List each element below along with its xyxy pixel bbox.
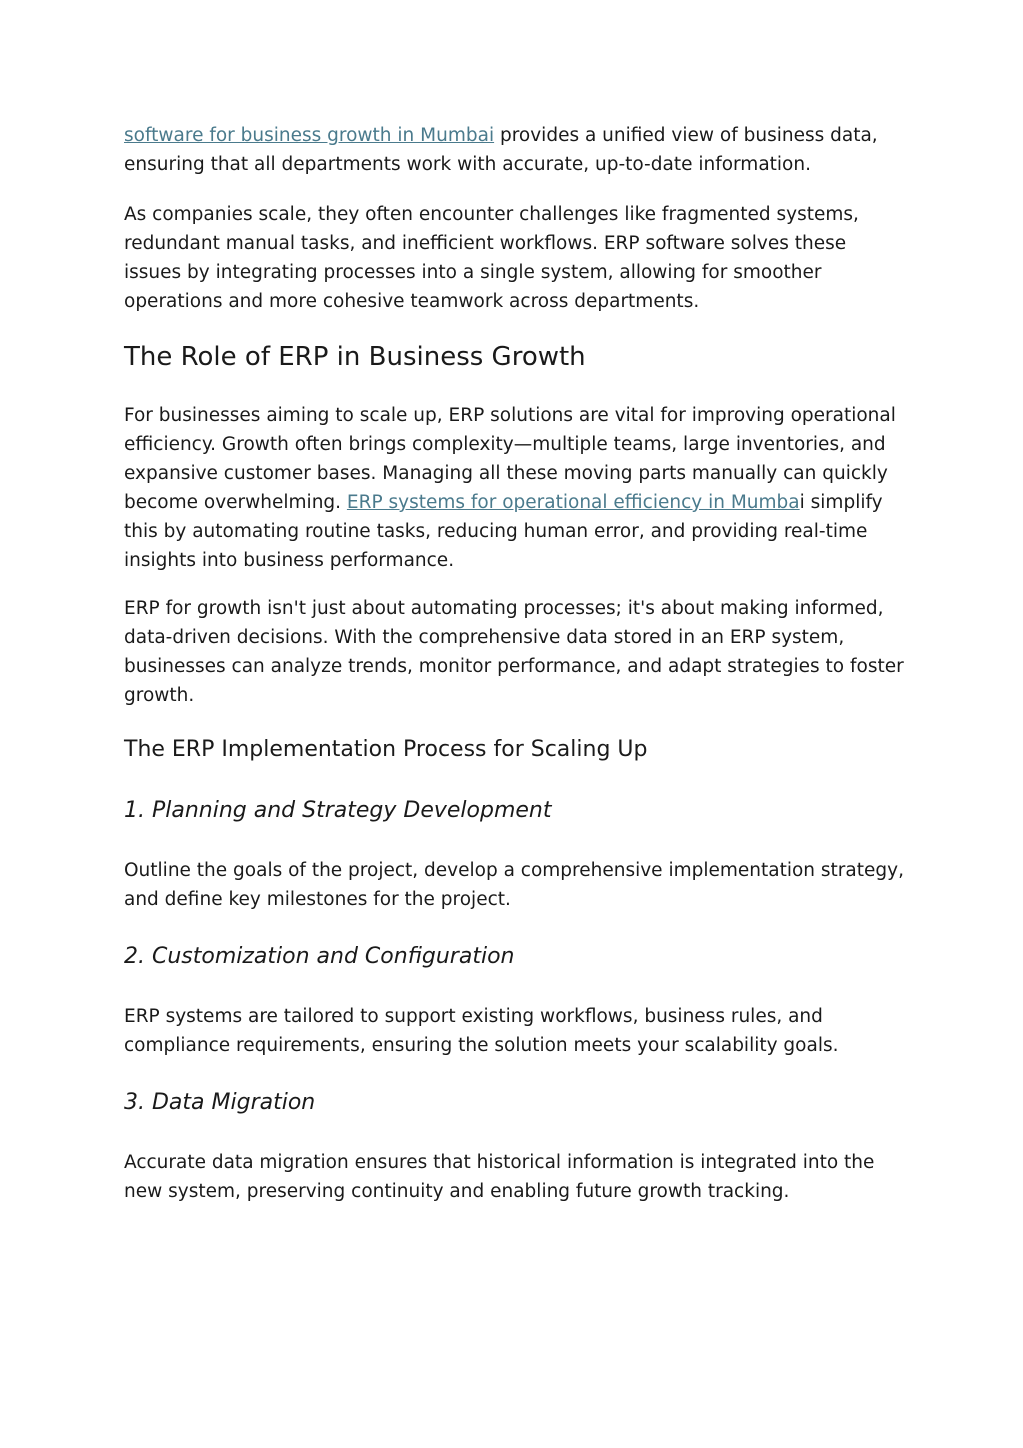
step-1-body: Outline the goals of the project, develop a comprehensive implementation strategy, and define key milestones for the project. bbox=[124, 860, 904, 910]
step-1-title: 1. Planning and Strategy Development bbox=[124, 798, 552, 823]
step-2-body: ERP systems are tailored to support existing workflows, business rules, and compliance requirements, ensuring the solution meets your scalability goals. bbox=[124, 1006, 839, 1056]
role-heading: The Role of ERP in Business Growth bbox=[124, 342, 586, 372]
growth-paragraph: ERP for growth isn't just about automating processes; it's about making informed, data-driven decisions. With the comprehensive data stored in an ERP system, businesses can analyze trends, monitor performance, and adapt strategies to foster growth. bbox=[124, 598, 904, 706]
role-text-before: For businesses aiming to scale up, ERP solutions are vital for improving operational efficiency. Growth often brings complexity—multiple teams, large inventories, and expansive customer bases. Managing all these moving parts manually can quickly become overwhelming. bbox=[124, 405, 896, 513]
operational-efficiency-link[interactable]: ERP systems for operational efficiency in Mumba bbox=[346, 492, 800, 513]
intro-text: provides a unified view of business data, ensuring that all departments work with accurate, up-to-date information. bbox=[124, 125, 878, 175]
step-3-title: 3. Data Migration bbox=[124, 1090, 316, 1115]
role-paragraph bbox=[124, 401, 904, 575]
scale-paragraph: As companies scale, they often encounter challenges like fragmented systems, redundant manual tasks, and inefficient workflows. ERP software solves these issues by integrating processes into a single system, allowing for smoother operations and more cohesive teamwork across departments. bbox=[124, 204, 859, 312]
process-heading: The ERP Implementation Process for Scaling Up bbox=[124, 737, 648, 762]
role-text-after: i simplify this by automating routine tasks, reducing human error, and providing real-time insights into business performance. bbox=[124, 492, 883, 571]
step-3-body: Accurate data migration ensures that historical information is integrated into the new system, preserving continuity and enabling future growth tracking. bbox=[124, 1152, 875, 1202]
business-growth-link[interactable]: software for business growth in Mumbai bbox=[124, 125, 495, 146]
step-2-title: 2. Customization and Configuration bbox=[124, 944, 515, 969]
intro-paragraph bbox=[124, 121, 904, 179]
